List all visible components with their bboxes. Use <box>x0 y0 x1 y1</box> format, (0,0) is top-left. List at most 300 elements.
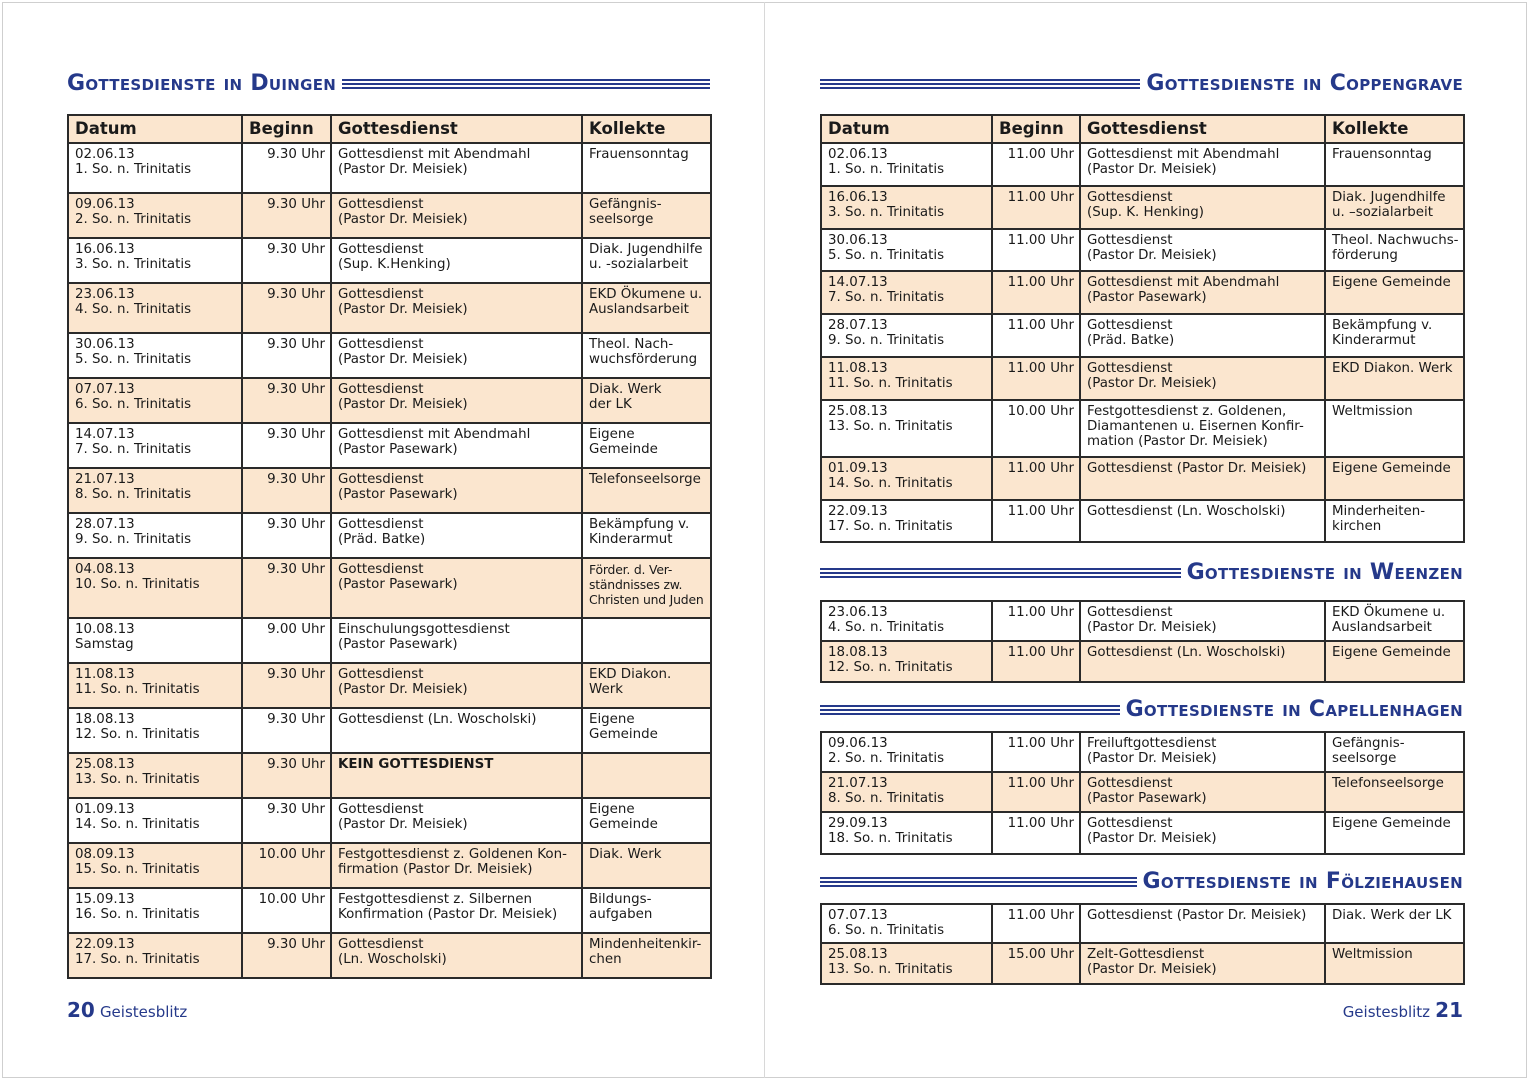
heading-rule <box>820 877 1137 887</box>
start-time: 9.30 Uhr <box>242 143 331 193</box>
date-cell <box>821 186 992 229</box>
service-date: 08.09.13 <box>75 847 135 862</box>
start-time: 9.00 Uhr <box>242 618 331 663</box>
collection-cell <box>582 843 711 888</box>
duingen-title: Gottesdienste in Duingen <box>67 71 337 96</box>
collection-cell <box>1325 400 1464 457</box>
collection-line: Theol. Nach- <box>589 337 674 352</box>
collection-line: Diak. Werk der LK <box>1332 908 1452 923</box>
collection-line: aufgaben <box>589 907 653 922</box>
service-line: (Pastor Dr. Meisiek) <box>338 212 468 227</box>
service-date: 21.07.13 <box>75 472 135 487</box>
collection-cell <box>1325 812 1464 854</box>
service-line: (Pastor Pasewark) <box>338 442 458 457</box>
service-cell <box>1080 400 1325 457</box>
table-row <box>68 558 711 618</box>
collection-line: Telefonseelsorge <box>1332 776 1444 791</box>
service-cell <box>331 888 582 933</box>
service-cell <box>331 618 582 663</box>
collection-line: Eigene Gemeinde <box>1332 816 1451 831</box>
table-row <box>68 143 711 193</box>
collection-line: u. –sozialarbeit <box>1332 205 1433 220</box>
date-cell <box>68 378 242 423</box>
service-cell <box>1080 271 1325 314</box>
liturgical-day: 2. So. n. Trinitatis <box>828 751 945 766</box>
service-line: (Pastor Pasewark) <box>338 487 458 502</box>
liturgical-day: 8. So. n. Trinitatis <box>828 791 945 806</box>
table-row <box>68 513 711 558</box>
start-time: 11.00 Uhr <box>992 186 1080 229</box>
service-date: 30.06.13 <box>828 233 888 248</box>
collection-line: wuchsförderung <box>589 352 698 367</box>
liturgical-day: 7. So. n. Trinitatis <box>75 442 192 457</box>
service-line: Gottesdienst (Ln. Woscholski) <box>1087 645 1286 660</box>
collection-cell <box>582 378 711 423</box>
liturgical-day: 1. So. n. Trinitatis <box>75 162 192 177</box>
table-row <box>821 772 1464 812</box>
service-date: 07.07.13 <box>75 382 135 397</box>
collection-cell <box>582 283 711 333</box>
liturgical-day: 12. So. n. Trinitatis <box>75 727 200 742</box>
collection-line: kirchen <box>1332 519 1382 534</box>
collection-line: ständnisses zw. <box>589 577 683 592</box>
service-date: 11.08.13 <box>828 361 888 376</box>
liturgical-day: 11. So. n. Trinitatis <box>75 682 200 697</box>
date-cell <box>821 772 992 812</box>
date-cell <box>821 314 992 357</box>
service-date: 25.08.13 <box>828 947 888 962</box>
collection-cell <box>582 663 711 708</box>
table-row <box>821 271 1464 314</box>
start-time: 10.00 Uhr <box>992 400 1080 457</box>
collection-line: Bildungs- <box>589 892 652 907</box>
liturgical-day: 12. So. n. Trinitatis <box>828 660 953 675</box>
service-date: 23.06.13 <box>828 605 888 620</box>
foelziehausen-title: Gottesdienste in Fölziehausen <box>1142 869 1463 894</box>
foelziehausen-table <box>820 903 1465 985</box>
collection-line: EKD Diakon. <box>589 667 672 682</box>
start-time: 11.00 Uhr <box>992 457 1080 500</box>
start-time: 9.30 Uhr <box>242 558 331 618</box>
service-cell <box>331 513 582 558</box>
collection-line: Gefängnis- <box>589 197 662 212</box>
service-line: (Pastor Dr. Meisiek) <box>1087 962 1217 977</box>
service-date: 01.09.13 <box>75 802 135 817</box>
service-line: mation (Pastor Dr. Meisiek) <box>1087 434 1268 449</box>
service-date: 01.09.13 <box>828 461 888 476</box>
collection-cell <box>1325 143 1464 186</box>
service-cell <box>1080 143 1325 186</box>
service-date: 16.06.13 <box>828 190 888 205</box>
service-date: 18.08.13 <box>75 712 135 727</box>
liturgical-day: 13. So. n. Trinitatis <box>828 419 953 434</box>
service-date: 11.08.13 <box>75 667 135 682</box>
column-header-datum: Datum <box>68 115 242 143</box>
table-row <box>68 753 711 798</box>
service-date: 14.07.13 <box>75 427 135 442</box>
start-time: 9.30 Uhr <box>242 238 331 283</box>
service-line: (Pastor Dr. Meisiek) <box>338 682 468 697</box>
collection-line: förderung <box>1332 248 1398 263</box>
date-cell <box>821 143 992 186</box>
liturgical-day: 5. So. n. Trinitatis <box>828 248 945 263</box>
table-row <box>821 357 1464 400</box>
service-date: 09.06.13 <box>75 197 135 212</box>
date-cell <box>821 641 992 682</box>
collection-line: Theol. Nachwuchs- <box>1332 233 1459 248</box>
service-line: (Pastor Pasewark) <box>1087 290 1207 305</box>
table-row <box>821 143 1464 186</box>
date-cell <box>821 500 992 542</box>
collection-line: Bekämpfung v. <box>1332 318 1433 333</box>
column-header-kollekte: Kollekte <box>582 115 711 143</box>
collection-cell <box>1325 601 1464 641</box>
service-line: (Pastor Pasewark) <box>338 637 458 652</box>
start-time: 10.00 Uhr <box>242 888 331 933</box>
date-cell <box>68 888 242 933</box>
start-time: 9.30 Uhr <box>242 798 331 843</box>
service-line: Gottesdienst <box>1087 605 1173 620</box>
table-row <box>821 732 1464 772</box>
service-cell <box>1080 357 1325 400</box>
collection-cell <box>1325 314 1464 357</box>
collection-line: Frauensonntag <box>1332 147 1432 162</box>
service-date: 28.07.13 <box>828 318 888 333</box>
liturgical-day: 4. So. n. Trinitatis <box>75 302 192 317</box>
right-footer <box>1343 998 1463 1022</box>
start-time: 9.30 Uhr <box>242 513 331 558</box>
date-cell <box>821 400 992 457</box>
collection-cell <box>1325 500 1464 542</box>
service-line: Gottesdienst <box>338 197 424 212</box>
service-date: 21.07.13 <box>828 776 888 791</box>
service-cell <box>331 663 582 708</box>
service-cell <box>331 238 582 283</box>
service-line: (Präd. Batke) <box>338 532 426 547</box>
service-line: Festgottesdienst z. Goldenen, <box>1087 404 1287 419</box>
collection-line: Eigene Gemeinde <box>1332 645 1451 660</box>
collection-cell <box>582 193 711 238</box>
service-date: 14.07.13 <box>828 275 888 290</box>
service-cell <box>1080 772 1325 812</box>
collection-cell <box>582 423 711 468</box>
service-line: Konfirmation (Pastor Dr. Meisiek) <box>338 907 558 922</box>
service-line: KEIN GOTTESDIENST <box>338 757 494 772</box>
collection-line: Diak. Werk <box>589 847 662 862</box>
service-date: 25.08.13 <box>828 404 888 419</box>
service-line: Diamantenen u. Eisernen Konfir- <box>1087 419 1304 434</box>
collection-line: Christen und Juden <box>589 592 704 607</box>
liturgical-day: 18. So. n. Trinitatis <box>828 831 953 846</box>
service-cell <box>1080 457 1325 500</box>
collection-cell <box>582 618 711 663</box>
magazine-name: Geistesblitz <box>99 1003 188 1021</box>
service-line: Gottesdienst <box>1087 816 1173 831</box>
service-line: Gottesdienst <box>1087 190 1173 205</box>
service-cell <box>331 798 582 843</box>
collection-cell <box>582 143 711 193</box>
collection-cell <box>582 238 711 283</box>
heading-rule <box>820 705 1120 715</box>
liturgical-day: 3. So. n. Trinitatis <box>75 257 192 272</box>
collection-line: Kinderarmut <box>1332 333 1416 348</box>
service-line: Gottesdienst <box>338 242 424 257</box>
date-cell <box>68 238 242 283</box>
start-time: 9.30 Uhr <box>242 663 331 708</box>
service-cell <box>331 558 582 618</box>
collection-cell <box>582 933 711 978</box>
coppengrave-table <box>820 114 1465 543</box>
collection-line: Kinderarmut <box>589 532 673 547</box>
collection-line: seelsorge <box>1332 751 1397 766</box>
liturgical-day: 15. So. n. Trinitatis <box>75 862 200 877</box>
service-line: (Pastor Dr. Meisiek) <box>1087 620 1217 635</box>
service-line: firmation (Pastor Dr. Meisiek) <box>338 862 533 877</box>
page-number: 21 <box>1435 998 1463 1022</box>
collection-line: Auslandsarbeit <box>589 302 689 317</box>
table-row <box>821 641 1464 682</box>
date-cell <box>821 457 992 500</box>
service-line: (Pastor Dr. Meisiek) <box>1087 248 1217 263</box>
liturgical-day: 5. So. n. Trinitatis <box>75 352 192 367</box>
service-date: 23.06.13 <box>75 287 135 302</box>
service-line: Gottesdienst <box>1087 318 1173 333</box>
date-cell <box>68 798 242 843</box>
collection-line: Gemeinde <box>589 727 658 742</box>
collection-line: der LK <box>589 397 632 412</box>
collection-line: Förder. d. Ver- <box>589 562 673 577</box>
service-cell <box>331 468 582 513</box>
collection-cell <box>582 558 711 618</box>
start-time: 11.00 Uhr <box>992 812 1080 854</box>
service-line: (Pastor Pasewark) <box>1087 791 1207 806</box>
service-line: Gottesdienst (Pastor Dr. Meisiek) <box>1087 461 1307 476</box>
service-line: Festgottesdienst z. Goldenen Kon- <box>338 847 567 862</box>
service-cell <box>1080 229 1325 271</box>
start-time: 9.30 Uhr <box>242 193 331 238</box>
magazine-name: Geistesblitz <box>1342 1003 1431 1021</box>
collection-line: seelsorge <box>589 212 654 227</box>
service-line: (Pastor Dr. Meisiek) <box>338 162 468 177</box>
date-cell <box>68 333 242 378</box>
service-line: Gottesdienst <box>338 472 424 487</box>
collection-cell <box>1325 732 1464 772</box>
liturgical-day: 13. So. n. Trinitatis <box>75 772 200 787</box>
liturgical-day: 6. So. n. Trinitatis <box>828 923 945 938</box>
start-time: 11.00 Uhr <box>992 904 1080 943</box>
service-line: (Sup. K.Henking) <box>338 257 451 272</box>
table-row <box>821 400 1464 457</box>
collection-cell <box>582 888 711 933</box>
capellenhagen-title: Gottesdienste in Capellenhagen <box>1125 697 1463 722</box>
date-cell <box>68 193 242 238</box>
date-cell <box>821 812 992 854</box>
date-cell <box>821 271 992 314</box>
collection-line: Auslandsarbeit <box>1332 620 1432 635</box>
liturgical-day: 1. So. n. Trinitatis <box>828 162 945 177</box>
start-time: 9.30 Uhr <box>242 378 331 423</box>
service-date: 28.07.13 <box>75 517 135 532</box>
weenzen-title: Gottesdienste in Weenzen <box>1186 560 1463 585</box>
service-cell <box>331 933 582 978</box>
service-line: (Ln. Woscholski) <box>338 952 447 967</box>
heading-rule <box>820 79 1140 89</box>
liturgical-day: 6. So. n. Trinitatis <box>75 397 192 412</box>
collection-line: Frauensonntag <box>589 147 689 162</box>
weenzen-heading <box>820 560 1463 586</box>
service-cell <box>331 143 582 193</box>
service-line: Gottesdienst <box>1087 361 1173 376</box>
service-line: (Pastor Dr. Meisiek) <box>338 817 468 832</box>
date-cell <box>68 663 242 708</box>
start-time: 11.00 Uhr <box>992 772 1080 812</box>
start-time: 15.00 Uhr <box>992 943 1080 984</box>
service-cell <box>1080 601 1325 641</box>
collection-cell <box>1325 357 1464 400</box>
table-row <box>821 601 1464 641</box>
start-time: 9.30 Uhr <box>242 283 331 333</box>
table-row <box>68 468 711 513</box>
service-line: Gottesdienst <box>338 287 424 302</box>
service-date: 22.09.13 <box>828 504 888 519</box>
collection-cell <box>582 333 711 378</box>
liturgical-day: 8. So. n. Trinitatis <box>75 487 192 502</box>
start-time: 11.00 Uhr <box>992 601 1080 641</box>
service-cell <box>331 378 582 423</box>
date-cell <box>68 753 242 798</box>
service-line: Gottesdienst <box>338 517 424 532</box>
collection-cell <box>1325 186 1464 229</box>
liturgical-day: 10. So. n. Trinitatis <box>75 577 200 592</box>
service-line: Gottesdienst <box>338 937 424 952</box>
liturgical-day: 16. So. n. Trinitatis <box>75 907 200 922</box>
service-line: Gottesdienst mit Abendmahl <box>338 427 531 442</box>
start-time: 11.00 Uhr <box>992 357 1080 400</box>
date-cell <box>68 468 242 513</box>
service-cell <box>331 423 582 468</box>
service-cell <box>331 708 582 753</box>
table-row <box>68 193 711 238</box>
service-date: 29.09.13 <box>828 816 888 831</box>
service-line: (Pastor Dr. Meisiek) <box>1087 376 1217 391</box>
liturgical-day: 17. So. n. Trinitatis <box>828 519 953 534</box>
service-date: 18.08.13 <box>828 645 888 660</box>
collection-line: Diak. Jugendhilfe <box>589 242 703 257</box>
table-row <box>68 888 711 933</box>
date-cell <box>68 933 242 978</box>
table-row <box>68 663 711 708</box>
column-header-gottesdienst: Gottesdienst <box>1080 115 1325 143</box>
date-cell <box>821 229 992 271</box>
service-line: (Pastor Dr. Meisiek) <box>1087 162 1217 177</box>
collection-line: Diak. Jugendhilfe <box>1332 190 1446 205</box>
column-header-gottesdienst: Gottesdienst <box>331 115 582 143</box>
service-cell <box>1080 812 1325 854</box>
start-time: 9.30 Uhr <box>242 933 331 978</box>
start-time: 11.00 Uhr <box>992 500 1080 542</box>
date-cell <box>68 423 242 468</box>
liturgical-day: 14. So. n. Trinitatis <box>828 476 953 491</box>
liturgical-day: 9. So. n. Trinitatis <box>828 333 945 348</box>
start-time: 11.00 Uhr <box>992 641 1080 682</box>
collection-line: EKD Diakon. Werk <box>1332 361 1453 376</box>
column-header-datum: Datum <box>821 115 992 143</box>
foelziehausen-heading <box>820 869 1463 895</box>
table-row <box>68 423 711 468</box>
service-cell <box>1080 186 1325 229</box>
collection-cell <box>582 708 711 753</box>
service-line: Freiluftgottesdienst <box>1087 736 1217 751</box>
table-row <box>68 333 711 378</box>
service-line: Gottesdienst <box>338 667 424 682</box>
table-row <box>821 457 1464 500</box>
service-date: 22.09.13 <box>75 937 135 952</box>
start-time: 11.00 Uhr <box>992 271 1080 314</box>
collection-cell <box>1325 271 1464 314</box>
service-line: Gottesdienst <box>1087 233 1173 248</box>
collection-line: EKD Ökumene u. <box>589 287 703 302</box>
column-header-beginn: Beginn <box>992 115 1080 143</box>
collection-line: Gemeinde <box>589 442 658 457</box>
service-cell <box>331 283 582 333</box>
service-line: Gottesdienst <box>1087 776 1173 791</box>
collection-line: Telefonseelsorge <box>589 472 701 487</box>
service-line: Zelt-Gottesdienst <box>1087 947 1205 962</box>
service-line: Gottesdienst <box>338 382 424 397</box>
liturgical-day: Samstag <box>75 637 134 652</box>
collection-line: Eigene Gemeinde <box>1332 461 1451 476</box>
service-line: Festgottesdienst z. Silbernen <box>338 892 532 907</box>
collection-line: u. -sozialarbeit <box>589 257 689 272</box>
table-row <box>68 618 711 663</box>
service-line: Einschulungsgottesdienst <box>338 622 510 637</box>
table-header-row <box>68 115 711 143</box>
collection-line: Eigene <box>589 427 635 442</box>
collection-cell <box>1325 772 1464 812</box>
service-date: 07.07.13 <box>828 908 888 923</box>
service-cell <box>331 843 582 888</box>
collection-line: Bekämpfung v. <box>589 517 690 532</box>
collection-line: Weltmission <box>1332 404 1413 419</box>
duingen-heading <box>67 71 710 97</box>
service-line: (Pastor Dr. Meisiek) <box>1087 751 1217 766</box>
service-date: 15.09.13 <box>75 892 135 907</box>
collection-cell <box>582 753 711 798</box>
service-cell <box>1080 943 1325 984</box>
date-cell <box>68 283 242 333</box>
collection-line: Gefängnis- <box>1332 736 1405 751</box>
table-row <box>821 943 1464 984</box>
start-time: 9.30 Uhr <box>242 753 331 798</box>
collection-cell <box>582 798 711 843</box>
liturgical-day: 11. So. n. Trinitatis <box>828 376 953 391</box>
date-cell <box>68 708 242 753</box>
date-cell <box>821 904 992 943</box>
service-cell <box>1080 732 1325 772</box>
table-row <box>68 798 711 843</box>
collection-line: Minderheiten- <box>1332 504 1426 519</box>
service-line: Gottesdienst <box>338 562 424 577</box>
table-row <box>821 186 1464 229</box>
page-spine <box>764 2 765 1078</box>
capellenhagen-table <box>820 731 1465 855</box>
service-date: 04.08.13 <box>75 562 135 577</box>
table-row <box>68 378 711 423</box>
collection-cell <box>1325 641 1464 682</box>
service-cell <box>331 753 582 798</box>
date-cell <box>821 943 992 984</box>
service-date: 09.06.13 <box>828 736 888 751</box>
